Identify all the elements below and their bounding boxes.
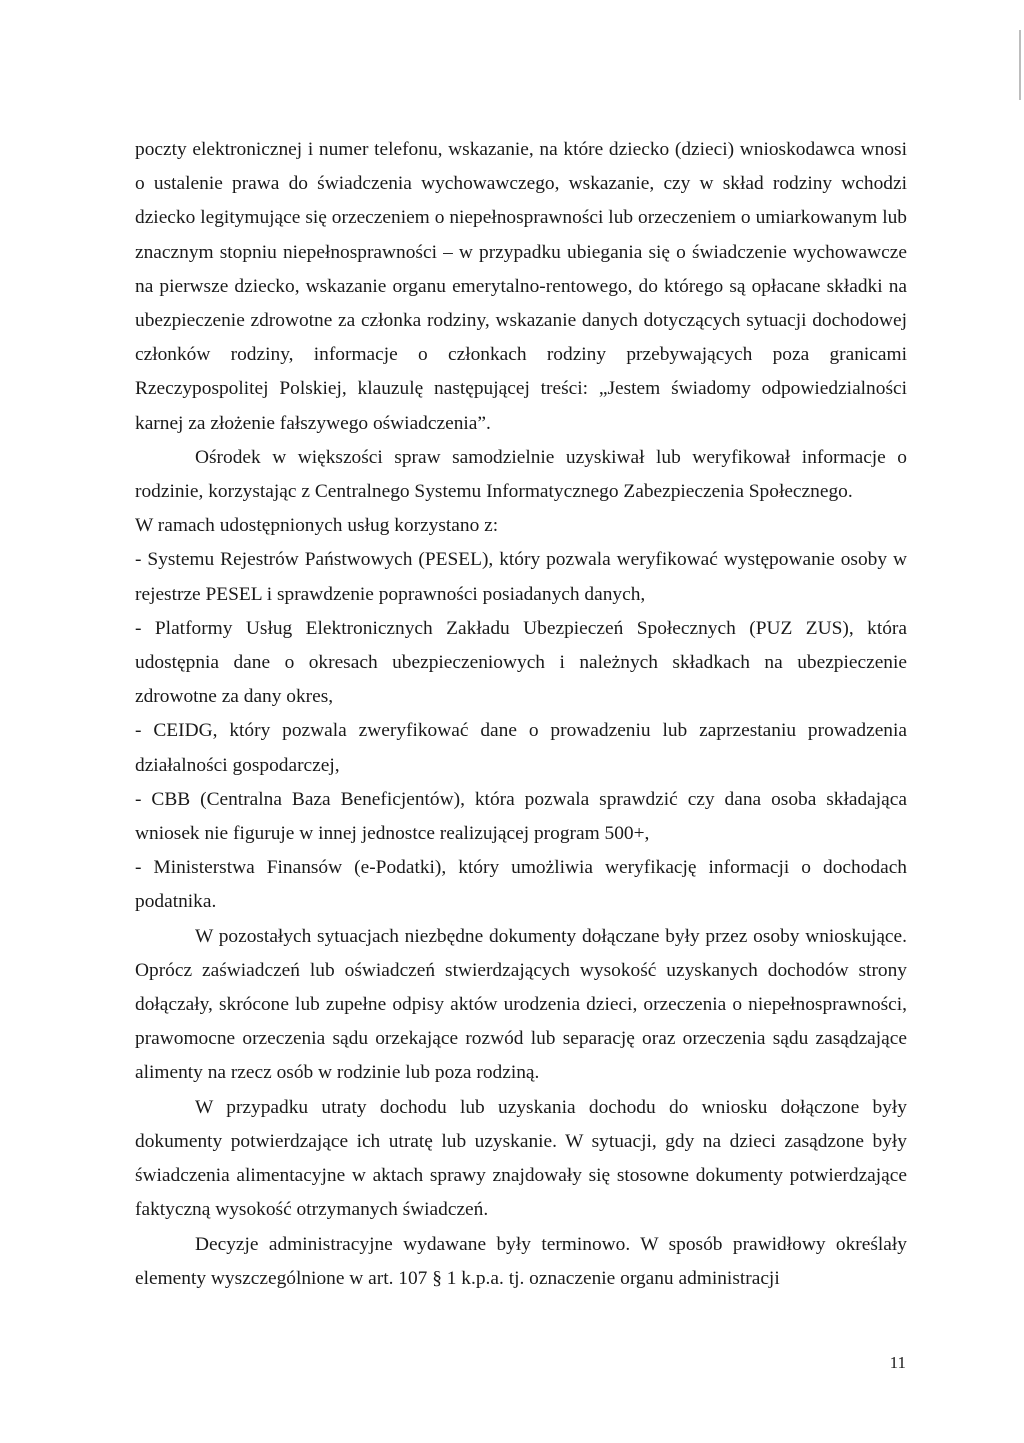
paragraph-administrative-decisions: Decyzje administracyjne wydawane były terminowo. W sposób prawidłowy określały elementy wyszczególnione w art. 107 § 1 k.p.a. tj. oznaczenie organu administracji (135, 1233, 907, 1289)
list-item-e-podatki: - Ministerstwa Finansów (e-Podatki), który umożliwia weryfikację informacji o dochodach podatnika. (135, 857, 907, 913)
scan-edge-mark (1019, 30, 1021, 100)
paragraph-application-contents: poczty elektronicznej i numer telefonu, wskazanie, na które dziecko (dzieci) wnioskodawca wnosi o ustalenie prawa do świadczenia wychowawczego, wskazanie, czy w skład rodziny wchodzi dziecko legitymujące się orzeczeniem o niepełnosprawności lub orzeczeniem o umiarkowanym lub znacznym stopniu niepełnosprawności – w przypadku ubiegania się o świadczenie wychowawcze na pierwsze dziecko, wskazanie organu emerytalno-rentowego, do którego są opłacane składki na ubezpieczenie zdrowotne za członka rodziny, wskazanie danych dotyczących sytuacji dochodowej członków rodziny, informacje o członkach rodziny przebywających poza granicami Rzeczypospolitej Polskiej, klauzulę następującej treści: „Jestem świadomy odpowiedzialności karnej za złożenie fałszywego oświadczenia”. (135, 139, 907, 434)
paragraph-services-heading: W ramach udostępnionych usług korzystano z: (135, 515, 499, 537)
list-item-pesel: - Systemu Rejestrów Państwowych (PESEL), który pozwala weryfikować występowanie osoby w rejestrze PESEL i sprawdzenie poprawności posiadanych danych, (135, 549, 907, 605)
list-item-cbb: - CBB (Centralna Baza Beneficjentów), która pozwala sprawdzić czy dana osoba składająca wniosek nie figuruje w innej jednostce realizującej program 500+, (135, 788, 907, 845)
paragraph-other-documents: W pozostałych sytuacjach niezbędne dokumenty dołączane były przez osoby wnioskujące. Oprócz zaświadczeń lub oświadczeń stwierdzających wysokość uzyskanych dochodów strony dołączały, skrócone lub zupełne odpisy aktów urodzenia dzieci, orzeczenia o niepełnosprawności, prawomocne orzeczenia sądu orzekające rozwód lub separację oraz orzeczenia sądu zasądzające alimenty na rzecz osób w rodzinie lub poza rodziną. (135, 925, 907, 1084)
list-item-puz-zus: - Platformy Usług Elektronicznych Zakładu Ubezpieczeń Społecznych (PUZ ZUS), która udostępnia dane o okresach ubezpieczeniowych i należnych składkach na ubezpieczenie zdrowotne za dany okres, (135, 617, 907, 708)
paragraph-income-loss: W przypadku utraty dochodu lub uzyskania dochodu do wniosku dołączone były dokumenty potwierdzające ich utratę lub uzyskanie. W sytuacji, gdy na dzieci zasądzone były świadczenia alimentacyjne w aktach sprawy znajdowały się stosowne dokumenty potwierdzające faktyczną wysokość otrzymanych świadczeń. (135, 1096, 907, 1221)
paragraph-verification-intro: Ośrodek w większości spraw samodzielnie uzyskiwał lub weryfikował informacje o rodzinie, korzystając z Centralnego Systemu Informatycznego Zabezpieczenia Społecznego. (135, 446, 907, 503)
list-item-ceidg: - CEIDG, który pozwala zweryfikować dane o prowadzeniu lub zaprzestaniu prowadzenia działalności gospodarczej, (135, 720, 907, 776)
document-body (135, 133, 907, 1296)
page-number: 11 (889, 1353, 906, 1372)
